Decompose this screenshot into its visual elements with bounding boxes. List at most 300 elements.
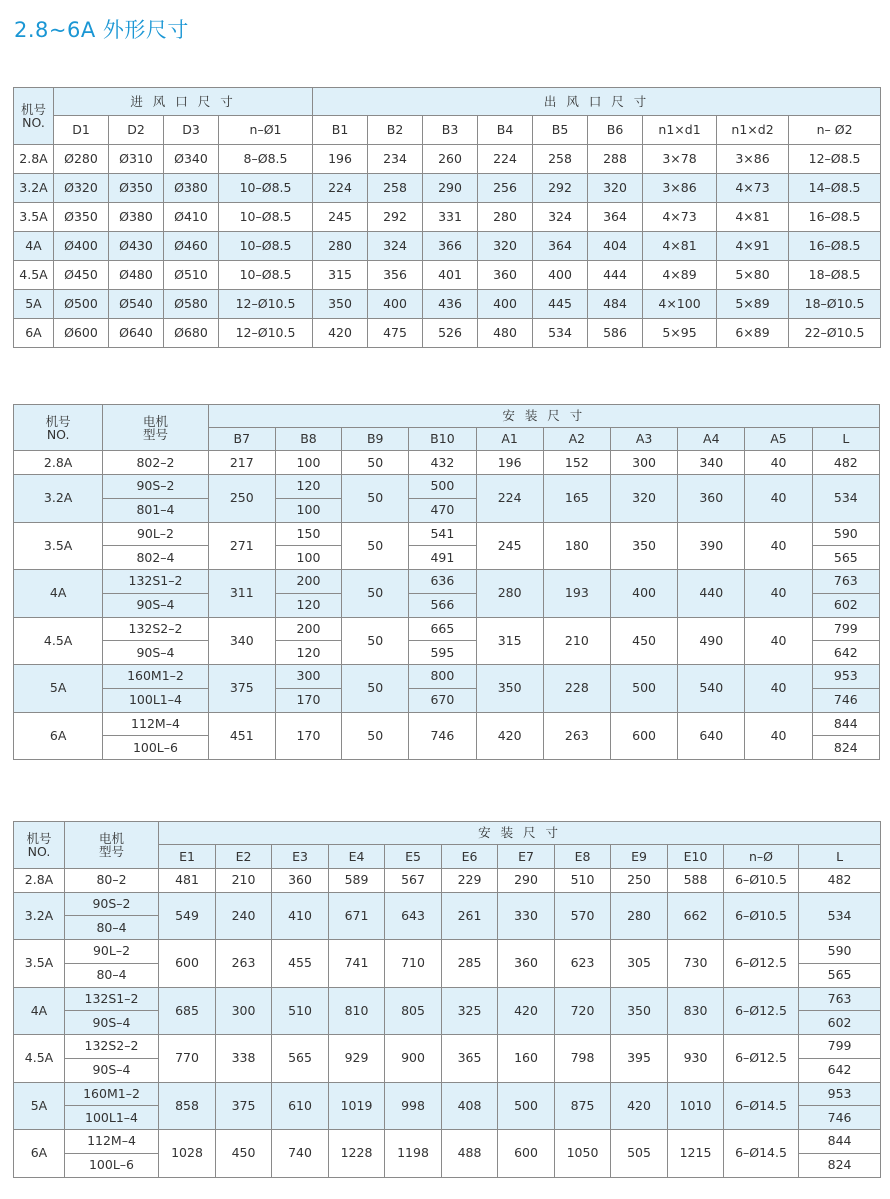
row-label: 3.2A	[14, 892, 65, 940]
table-cell: 330	[498, 892, 555, 940]
table-cell: 602	[799, 1011, 881, 1035]
table-cell: 10–Ø8.5	[219, 261, 313, 290]
row-label: 5A	[14, 665, 103, 713]
table-cell: 510	[555, 869, 611, 893]
table-cell: 325	[442, 987, 498, 1035]
table-cell: 567	[385, 869, 442, 893]
table-cell: 12–Ø10.5	[219, 290, 313, 319]
table-cell: 120	[275, 593, 341, 617]
column-header: E2	[216, 845, 272, 869]
table-cell: 600	[498, 1130, 555, 1178]
header-row	[14, 405, 880, 428]
motor-header: 电机 型号	[103, 405, 208, 451]
table-cell: 6–Ø12.5	[724, 987, 799, 1035]
table-cell: 763	[799, 987, 881, 1011]
table-cell: 390	[678, 522, 745, 570]
column-header: B8	[275, 428, 341, 451]
motor-model: 100L–6	[103, 736, 208, 760]
table-cell: 510	[272, 987, 329, 1035]
table-cell: 858	[159, 1082, 216, 1130]
table-row	[14, 617, 880, 641]
column-header: A5	[745, 428, 812, 451]
table-cell: Ø350	[54, 203, 109, 232]
table-cell: 565	[812, 546, 879, 570]
table-cell: 300	[610, 451, 677, 475]
table-cell: Ø640	[109, 319, 164, 348]
table-cell: 152	[543, 451, 610, 475]
motor-model: 160M1–2	[65, 1082, 159, 1106]
table-cell: 271	[208, 522, 275, 570]
motor-model: 90L–2	[65, 940, 159, 964]
table-cell: 586	[588, 319, 643, 348]
row-label: 4A	[14, 232, 54, 261]
table-cell: 280	[476, 570, 543, 618]
table-cell: 50	[342, 570, 409, 618]
table-cell: 331	[423, 203, 478, 232]
table-cell: 340	[678, 451, 745, 475]
table-cell: 400	[368, 290, 423, 319]
install-group-header: 安 装 尺 寸	[208, 405, 879, 428]
table-cell: 491	[409, 546, 476, 570]
column-header: D3	[164, 116, 219, 145]
table-cell: 340	[208, 617, 275, 665]
table-cell: 526	[423, 319, 478, 348]
row-label: 2.8A	[14, 869, 65, 893]
table-row	[14, 940, 881, 964]
table-cell: 875	[555, 1082, 611, 1130]
table-cell: 450	[216, 1130, 272, 1178]
table-cell: 350	[476, 665, 543, 713]
table-row	[14, 1130, 881, 1154]
table-cell: 8–Ø8.5	[219, 145, 313, 174]
table-cell: 263	[216, 940, 272, 988]
table-cell: 770	[159, 1035, 216, 1083]
motor-model: 801–4	[103, 498, 208, 522]
row-label: 4.5A	[14, 261, 54, 290]
table-cell: 3×86	[643, 174, 717, 203]
table-cell: 350	[313, 290, 368, 319]
column-header: E9	[611, 845, 668, 869]
table-cell: 6–Ø14.5	[724, 1130, 799, 1178]
outlet-inlet-dimension-table	[13, 87, 881, 348]
table-cell: 100	[275, 546, 341, 570]
table-cell: 261	[442, 892, 498, 940]
table-cell: 245	[476, 522, 543, 570]
table-cell: 824	[799, 1153, 881, 1177]
table-cell: 16–Ø8.5	[789, 232, 881, 261]
table-cell: 420	[611, 1082, 668, 1130]
table-cell: 356	[368, 261, 423, 290]
table-cell: 475	[368, 319, 423, 348]
column-header: B4	[478, 116, 533, 145]
table-row	[14, 174, 881, 203]
table-row	[14, 290, 881, 319]
table-cell: 292	[533, 174, 588, 203]
table-cell: 160	[498, 1035, 555, 1083]
table-cell: 484	[588, 290, 643, 319]
table-cell: 305	[611, 940, 668, 988]
table-row	[14, 232, 881, 261]
motor-model: 132S1–2	[65, 987, 159, 1011]
table-cell: 375	[216, 1082, 272, 1130]
table-cell: 6×89	[717, 319, 789, 348]
table-cell: 245	[313, 203, 368, 232]
motor-model: 80–4	[65, 963, 159, 987]
row-label: 3.5A	[14, 203, 54, 232]
table-cell: 170	[275, 688, 341, 712]
column-header: n–Ø	[724, 845, 799, 869]
table-cell: 404	[588, 232, 643, 261]
table-cell: 40	[745, 475, 812, 523]
column-header: E3	[272, 845, 329, 869]
table-cell: 432	[409, 451, 476, 475]
table-cell: 642	[812, 641, 879, 665]
table-cell: 228	[543, 665, 610, 713]
row-label: 5A	[14, 1082, 65, 1130]
table-cell: 805	[385, 987, 442, 1035]
table-cell: Ø280	[54, 145, 109, 174]
table-cell: 505	[611, 1130, 668, 1178]
motor-model: 100L1–4	[65, 1106, 159, 1130]
table-cell: 420	[476, 712, 543, 760]
column-header: B2	[368, 116, 423, 145]
table-cell: 210	[543, 617, 610, 665]
table-cell: Ø340	[164, 145, 219, 174]
table-cell: 320	[478, 232, 533, 261]
table-cell: 799	[799, 1035, 881, 1059]
table-cell: 4×81	[717, 203, 789, 232]
table-cell: 602	[812, 593, 879, 617]
table-cell: 200	[275, 617, 341, 641]
table-cell: 534	[799, 892, 881, 940]
table-row	[14, 261, 881, 290]
table-cell: 320	[610, 475, 677, 523]
table-cell: 280	[313, 232, 368, 261]
table-cell: 50	[342, 475, 409, 523]
table-cell: 350	[611, 987, 668, 1035]
page-title: 2.8~6A 外形尺寸	[14, 18, 189, 42]
table-cell: 10–Ø8.5	[219, 203, 313, 232]
column-header: E8	[555, 845, 611, 869]
table-cell: 500	[610, 665, 677, 713]
table-cell: 662	[668, 892, 724, 940]
installation-dimension-table-b	[13, 404, 880, 760]
table-cell: 451	[208, 712, 275, 760]
table-cell: 900	[385, 1035, 442, 1083]
table-cell: Ø680	[164, 319, 219, 348]
table-cell: 170	[275, 712, 341, 760]
table-cell: 540	[678, 665, 745, 713]
table-cell: 6–Ø10.5	[724, 892, 799, 940]
table-cell: Ø580	[164, 290, 219, 319]
table-cell: 1198	[385, 1130, 442, 1178]
motor-model: 90S–4	[65, 1011, 159, 1035]
table-cell: 4×73	[717, 174, 789, 203]
table-cell: 364	[533, 232, 588, 261]
motor-model: 90S–4	[103, 593, 208, 617]
table-cell: 263	[543, 712, 610, 760]
column-header: E6	[442, 845, 498, 869]
table-cell: 720	[555, 987, 611, 1035]
table-cell: 444	[588, 261, 643, 290]
motor-model: 100L–6	[65, 1153, 159, 1177]
table-cell: 665	[409, 617, 476, 641]
column-header: E1	[159, 845, 216, 869]
no-header: 机号 NO.	[14, 405, 103, 451]
table-cell: 120	[275, 641, 341, 665]
table-cell: 410	[272, 892, 329, 940]
table-cell: 360	[498, 940, 555, 988]
table-row	[14, 319, 881, 348]
table-cell: 4×73	[643, 203, 717, 232]
table-cell: Ø380	[164, 174, 219, 203]
table-cell: 360	[478, 261, 533, 290]
table-cell: 12–Ø10.5	[219, 319, 313, 348]
column-header: L	[799, 845, 881, 869]
column-header: n1×d2	[717, 116, 789, 145]
table-cell: 300	[216, 987, 272, 1035]
table-cell: 500	[498, 1082, 555, 1130]
column-header: A1	[476, 428, 543, 451]
table-cell: 10–Ø8.5	[219, 232, 313, 261]
table-cell: 623	[555, 940, 611, 988]
table-row	[14, 203, 881, 232]
table-cell: 150	[275, 522, 341, 546]
table-row	[14, 570, 880, 594]
motor-model: 132S2–2	[65, 1035, 159, 1059]
table-cell: 844	[812, 712, 879, 736]
table-cell: 685	[159, 987, 216, 1035]
row-label: 6A	[14, 712, 103, 760]
row-label: 4.5A	[14, 1035, 65, 1083]
table-cell: 250	[611, 869, 668, 893]
table-cell: 40	[745, 522, 812, 570]
table-cell: 6–Ø14.5	[724, 1082, 799, 1130]
table-cell: 5×95	[643, 319, 717, 348]
header-row	[14, 88, 881, 116]
table-cell: 193	[543, 570, 610, 618]
table-cell: 470	[409, 498, 476, 522]
table-cell: Ø600	[54, 319, 109, 348]
table-cell: 260	[423, 145, 478, 174]
table-cell: 290	[423, 174, 478, 203]
table-cell: 640	[678, 712, 745, 760]
table-cell: 534	[533, 319, 588, 348]
column-header: B9	[342, 428, 409, 451]
column-header: B6	[588, 116, 643, 145]
column-header: A4	[678, 428, 745, 451]
row-label: 4A	[14, 570, 103, 618]
table-cell: 292	[368, 203, 423, 232]
table-cell: 642	[799, 1058, 881, 1082]
table-cell: 3×78	[643, 145, 717, 174]
table-cell: 50	[342, 665, 409, 713]
inlet-group-header: 进 风 口 尺 寸	[54, 88, 313, 116]
table-cell: 565	[272, 1035, 329, 1083]
table-cell: 16–Ø8.5	[789, 203, 881, 232]
table-cell: 280	[478, 203, 533, 232]
table-cell: 3×86	[717, 145, 789, 174]
table-cell: 366	[423, 232, 478, 261]
table-cell: 400	[610, 570, 677, 618]
table-cell: 798	[555, 1035, 611, 1083]
table-cell: 40	[745, 665, 812, 713]
row-label: 4A	[14, 987, 65, 1035]
motor-model: 90S–4	[103, 641, 208, 665]
column-header-row	[14, 116, 881, 145]
install-group-header: 安 装 尺 寸	[159, 822, 881, 845]
table-row	[14, 451, 880, 475]
table-cell: 234	[368, 145, 423, 174]
table-cell: 5×80	[717, 261, 789, 290]
table-cell: 360	[272, 869, 329, 893]
row-label: 3.5A	[14, 522, 103, 570]
column-header: n– Ø2	[789, 116, 881, 145]
motor-model: 802–4	[103, 546, 208, 570]
table-cell: Ø380	[109, 203, 164, 232]
table-cell: 595	[409, 641, 476, 665]
motor-model: 90S–2	[103, 475, 208, 499]
table-cell: 18–Ø10.5	[789, 290, 881, 319]
table-cell: 953	[812, 665, 879, 689]
table-cell: 50	[342, 451, 409, 475]
table-cell: 40	[745, 451, 812, 475]
table-cell: 610	[272, 1082, 329, 1130]
column-header: L	[812, 428, 879, 451]
table-cell: 395	[611, 1035, 668, 1083]
table-cell: 229	[442, 869, 498, 893]
column-header: E5	[385, 845, 442, 869]
table-row	[14, 869, 881, 893]
table-cell: 365	[442, 1035, 498, 1083]
table-cell: 500	[409, 475, 476, 499]
column-header: E10	[668, 845, 724, 869]
table-cell: 40	[745, 712, 812, 760]
table-cell: 324	[533, 203, 588, 232]
table-cell: 258	[533, 145, 588, 174]
table-cell: 5×89	[717, 290, 789, 319]
table-cell: 224	[478, 145, 533, 174]
table-cell: 100	[275, 498, 341, 522]
table-cell: 40	[745, 570, 812, 618]
table-cell: 1010	[668, 1082, 724, 1130]
table-cell: 746	[409, 712, 476, 760]
table-cell: 440	[678, 570, 745, 618]
motor-model: 112M–4	[65, 1130, 159, 1154]
table-cell: 746	[812, 688, 879, 712]
table-cell: 482	[799, 869, 881, 893]
column-header: n–Ø1	[219, 116, 313, 145]
table-cell: 590	[799, 940, 881, 964]
column-header: A3	[610, 428, 677, 451]
table-cell: 256	[478, 174, 533, 203]
motor-model: 90S–2	[65, 892, 159, 916]
table-cell: 746	[799, 1106, 881, 1130]
row-label: 3.2A	[14, 475, 103, 523]
table-cell: 844	[799, 1130, 881, 1154]
table-cell: 324	[368, 232, 423, 261]
table-row	[14, 892, 881, 916]
table-cell: 4×81	[643, 232, 717, 261]
table-cell: 929	[329, 1035, 385, 1083]
table-cell: 490	[678, 617, 745, 665]
motor-model: 802–2	[103, 451, 208, 475]
table-cell: 10–Ø8.5	[219, 174, 313, 203]
row-label: 2.8A	[14, 451, 103, 475]
motor-header: 电机 型号	[65, 822, 159, 869]
table-row	[14, 1082, 881, 1106]
table-cell: Ø410	[164, 203, 219, 232]
table-cell: Ø540	[109, 290, 164, 319]
table-cell: 50	[342, 617, 409, 665]
column-header: A2	[543, 428, 610, 451]
motor-model: 80–2	[65, 869, 159, 893]
table-cell: 436	[423, 290, 478, 319]
motor-model: 90S–4	[65, 1058, 159, 1082]
table-cell: 1019	[329, 1082, 385, 1130]
table-cell: 570	[555, 892, 611, 940]
motor-model: 100L1–4	[103, 688, 208, 712]
table-row	[14, 475, 880, 499]
table-cell: 288	[588, 145, 643, 174]
column-header: B1	[313, 116, 368, 145]
table-cell: 401	[423, 261, 478, 290]
table-cell: 566	[409, 593, 476, 617]
table-cell: Ø320	[54, 174, 109, 203]
motor-model: 132S1–2	[103, 570, 208, 594]
column-header: E7	[498, 845, 555, 869]
table-cell: 636	[409, 570, 476, 594]
table-cell: 4×89	[643, 261, 717, 290]
table-cell: 258	[368, 174, 423, 203]
table-cell: 100	[275, 451, 341, 475]
motor-model: 80–4	[65, 916, 159, 940]
no-header: 机号 NO.	[14, 822, 65, 869]
table-cell: Ø310	[109, 145, 164, 174]
table-cell: 400	[478, 290, 533, 319]
table-cell: 1215	[668, 1130, 724, 1178]
table-cell: 481	[159, 869, 216, 893]
table-cell: 420	[498, 987, 555, 1035]
table-cell: 480	[478, 319, 533, 348]
row-label: 4.5A	[14, 617, 103, 665]
table-cell: 224	[476, 475, 543, 523]
column-header: B3	[423, 116, 478, 145]
table-cell: 549	[159, 892, 216, 940]
table-cell: 338	[216, 1035, 272, 1083]
table-cell: Ø350	[109, 174, 164, 203]
table-cell: 311	[208, 570, 275, 618]
motor-model: 132S2–2	[103, 617, 208, 641]
header-row	[14, 822, 881, 845]
table-cell: 350	[610, 522, 677, 570]
table-cell: 6–Ø12.5	[724, 940, 799, 988]
table-cell: 1050	[555, 1130, 611, 1178]
table-cell: 600	[159, 940, 216, 988]
table-cell: 450	[610, 617, 677, 665]
table-cell: 445	[533, 290, 588, 319]
table-cell: 240	[216, 892, 272, 940]
table-cell: 400	[533, 261, 588, 290]
table-cell: 930	[668, 1035, 724, 1083]
table-cell: 120	[275, 475, 341, 499]
table-cell: Ø450	[54, 261, 109, 290]
column-header: E4	[329, 845, 385, 869]
table-cell: 360	[678, 475, 745, 523]
table-cell: 4×100	[643, 290, 717, 319]
table-cell: 565	[799, 963, 881, 987]
table-cell: 315	[476, 617, 543, 665]
